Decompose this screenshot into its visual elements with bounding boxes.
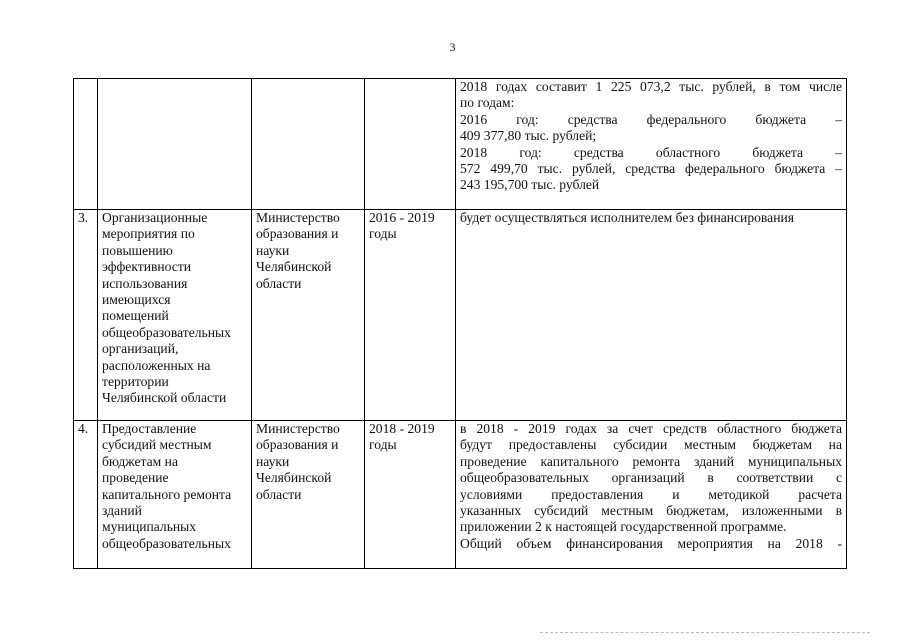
description-cell [456,210,847,421]
description-line: приложении 2 к настоящей государственной программе. [460,519,787,535]
executor-line: науки [256,453,290,469]
executor-line: науки [256,242,290,258]
description-line: 572 499,70 тыс. рублей, средства федерального бюджета – [460,161,842,177]
title-line: проведение [102,470,169,486]
title-line: Предоставление [102,421,197,436]
executor-cell [252,210,365,421]
executor-line: образования и [256,437,339,453]
title-line: бюджетам на [102,453,178,469]
description-line: условиями предоставления и методикой расчета [460,486,842,502]
description-line: будут предоставлены субсидии местным бюджетам на [460,437,842,453]
period-cell [365,79,456,210]
title-line: помещений [102,308,169,324]
activity-title-cell [98,79,252,210]
title-line: общеобразовательных [102,324,231,340]
title-line: капитального ремонта [102,486,232,502]
description-line: в 2018 - 2019 годах за счет средств областного бюджета [460,421,842,436]
title-line: организаций, [102,341,179,357]
executor-line: образования и [256,226,339,242]
description-line: Общий объем финансирования мероприятия на 2018 - [460,535,842,551]
executor-cell [252,421,365,569]
table-row [74,79,847,210]
activity-title-cell [98,421,252,569]
title-line: имеющихся [102,292,171,308]
row-number-cell: 4. [74,421,98,569]
period-line: 2018 - 2019 [369,421,435,436]
executor-cell [252,79,365,210]
title-line: использования [102,275,188,291]
scan-artifact-line [540,632,870,633]
period-line: годы [369,226,397,242]
title-line: субсидий местным [102,437,212,453]
executor-line: Челябинской [256,259,332,275]
executor-line: области [256,275,302,291]
description-cell [456,421,847,569]
title-line: эффективности [102,259,192,275]
title-line: муниципальных [102,519,197,535]
description-line: 243 195,700 тыс. рублей [460,177,600,193]
executor-line: Министерство [256,210,340,225]
description-line: проведение капитального ремонта зданий муниципальных [460,453,842,469]
title-line: мероприятия по [102,226,195,242]
title-line: общеобразовательных [102,535,231,551]
description-line: 2016 год: средства федерального бюджета – [460,111,842,127]
description-cell [456,79,847,210]
title-line: территории [102,374,169,390]
description-line: будет осуществляться исполнителем без финансирования [460,210,795,225]
table-row [74,210,847,421]
title-line: расположенных на [102,357,211,373]
period-line: 2016 - 2019 [369,210,435,225]
title-line: повышению [102,242,173,258]
row-number-cell [74,79,98,210]
title-line: Челябинской области [102,390,227,406]
executor-line: Министерство [256,421,340,436]
description-line: 2018 годах составит 1 225 073,2 тыс. рублей, в том числе [460,79,842,94]
description-line: указанных субсидий местным бюджетам, изложенными в [460,503,842,519]
page-number: 3 [449,40,456,54]
executor-line: области [256,486,302,502]
description-line: 409 377,80 тыс. рублей; [460,128,597,144]
program-activities-table [73,78,847,569]
row-number-cell: 3. [74,210,98,421]
table-row [74,421,847,569]
description-line: 2018 год: средства областного бюджета – [460,144,842,160]
title-line: Организационные [102,210,208,225]
description-line: общеобразовательных организаций в соответствии с [460,470,842,486]
period-line: годы [369,437,397,453]
period-cell [365,421,456,569]
title-line: зданий [102,503,142,519]
description-line: по годам: [460,95,515,111]
activity-title-cell [98,210,252,421]
period-cell [365,210,456,421]
executor-line: Челябинской [256,470,332,486]
